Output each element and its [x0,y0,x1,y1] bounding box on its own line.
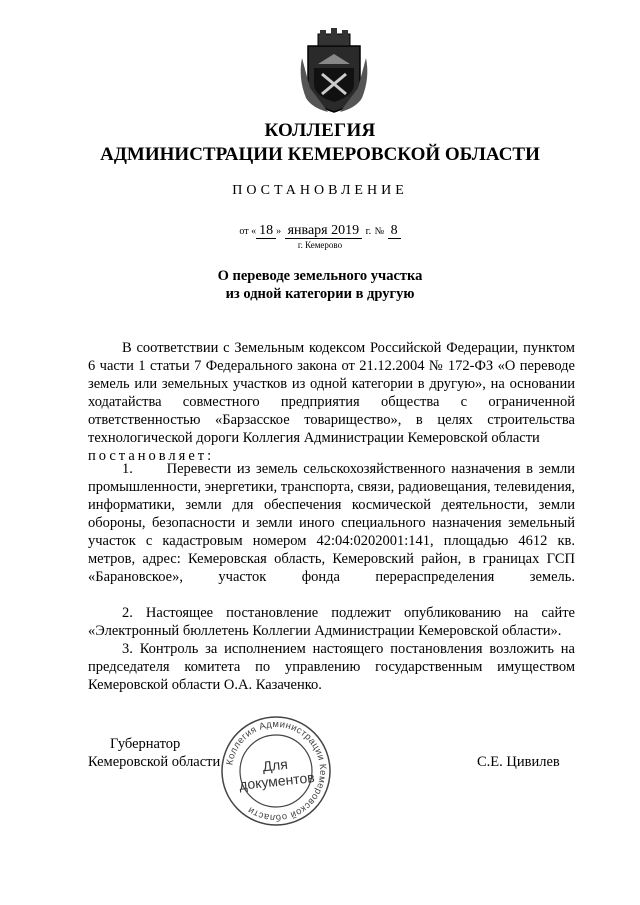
signatory-position-line1: Губернатор [110,736,181,752]
date-line [0,223,640,239]
document-number: 8 [388,224,401,239]
signatory-position-line2: Кемеровской области [88,754,221,770]
stamp-ring-text: Коллегия Администрации Кемеровской области [224,718,329,824]
date-day: 18 [256,224,276,239]
number-label: № [374,226,385,237]
stamp-inner-line1: Для [261,755,289,775]
item-2: 2. Настоящее постановление подлежит опубликованию на сайте «Электронный бюллетень Коллегии Администрации Кемеровской области». [88,605,575,639]
signatory-name: С.Е. Цивилев [477,754,560,770]
document-type: ПОСТАНОВЛЕНИЕ [232,183,408,198]
document-title [0,267,640,303]
decree-word: постановляет: [88,448,215,464]
item-1-text: Перевести из земель сельскохозяйственного назначения в земли промышленности, энергетики, транспорта, связи, радиовещания, телевидения, информатики, земли для обеспечения космической деятельности, земли обороны, безопасности и земли иного специального назначения земельный участок с кадастровым номером 42:04:0202001:141, площадью 4612 кв. метров, адрес: Кемеровская область, Кемеровский район, в границах ГСП «Барановское», участок фонда перераспределения земель. [88,461,575,585]
item-3: 3. Контроль за исполнением настоящего постановления возложить на председателя комитета по управлению государственным имуществом Кемеровской области О.А. Казаченко. [88,641,575,693]
item-1-number: 1. [122,461,133,477]
date-year-suffix: г. [365,226,372,237]
date-month-year: января 2019 [285,224,363,239]
preamble-text: В соответствии с Земельным кодексом Российской Федерации, пунктом 6 части 1 статьи 7 Федерального закона от 21.12.2004 № 172-ФЗ «О переводе земель или земельных участков из одной категории в другую», на основании ходатайства совместного предприятия общества с ограниченной ответственностью «Барзасское товарищество», в целях строительства технологической дороги Коллегия Администрации Кемеровской области [88,340,575,446]
city: г. Кемерово [297,240,343,250]
date-prefix: от « [239,226,257,237]
stamp-inner-line2: документов [238,769,316,793]
item-1 [88,460,575,585]
org-name-line2: АДМИНИСТРАЦИИ КЕМЕРОВСКОЙ ОБЛАСТИ [100,144,540,165]
org-name-line1: КОЛЛЕГИЯ [264,120,376,141]
preamble-paragraph [88,339,575,464]
title-line2: из одной категории в другую [225,286,415,302]
date-mid: » [276,226,282,237]
title-line1: О переводе земельного участка [217,268,423,284]
coat-of-arms-emblem [298,28,370,114]
